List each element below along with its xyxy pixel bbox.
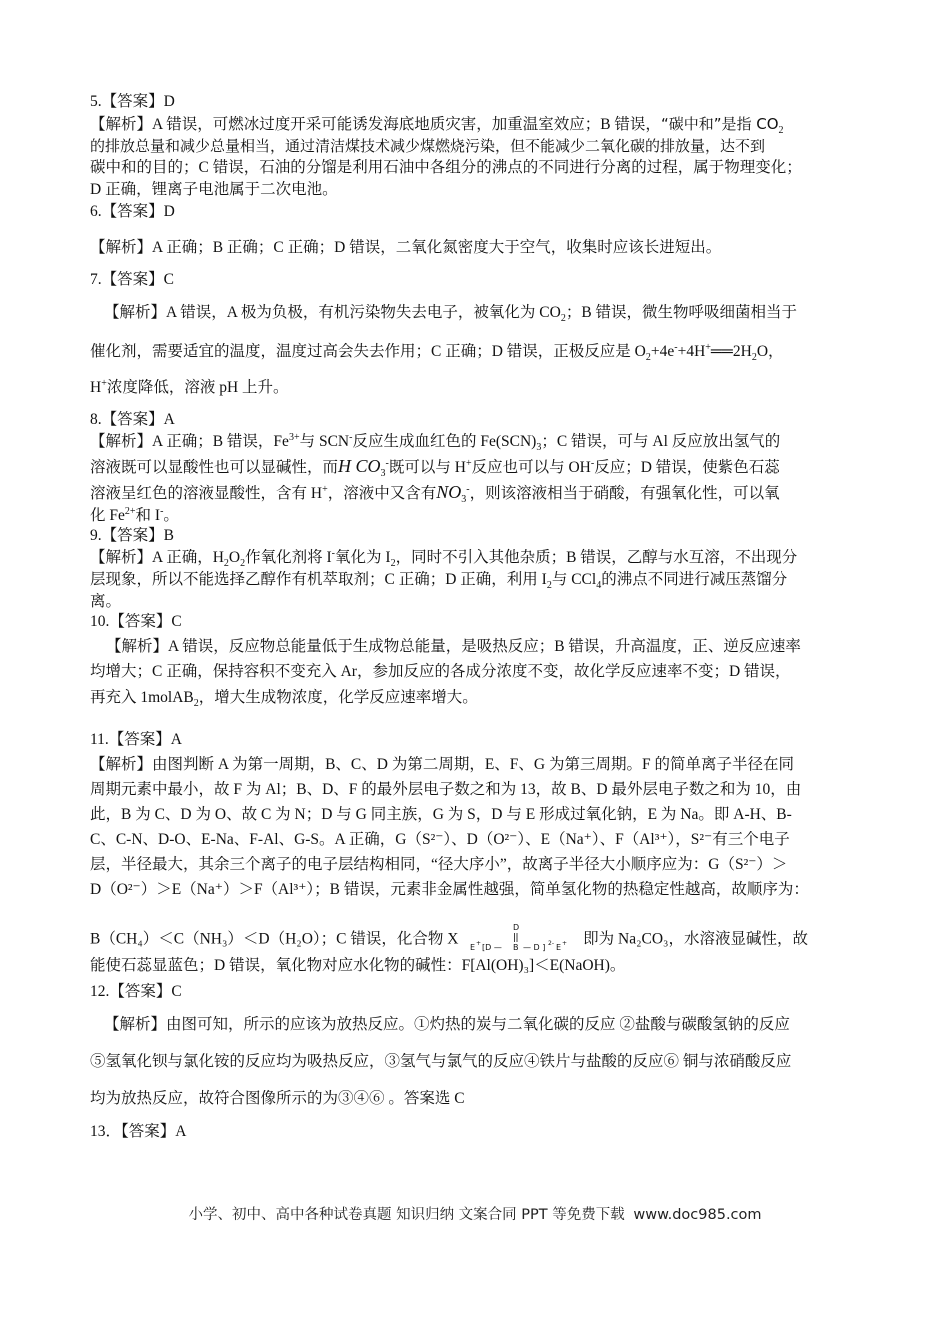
q11-answer: 11.【答案】A [90, 731, 182, 748]
q10-analysis-line: 再充入 1molAB$_2$，增大生成物浓度，化学反应速率增大。 [90, 689, 478, 710]
q5-analysis-line: 的排放总量和减少总量相当，通过清洁煤技术减少煤燃烧污染，但不能减少二氧化碳的排放量，达不到 [90, 137, 766, 155]
q8-analysis-line: 化 $Fe^{2+}$和 I-。 [90, 505, 179, 524]
q7-analysis-line: 【解析】A 错误，A 极为负极，有机污染物失去电子，被氧化为 $CO_2$；B 错误，微生物呼吸细菌相当于 [104, 304, 798, 325]
svg-text:[D —: [D — [482, 943, 503, 952]
svg-text:+: + [476, 940, 482, 947]
q11-analysis-line: 周期元素中最小，故 F 为 Al；B、D、F 的最外层电子数之和为 13，故 B、D 最外层电子数之和为 10，由 [90, 781, 802, 798]
svg-text:+: + [562, 940, 568, 947]
q5-analysis-line: 【解析】A 错误，可燃冰过度开采可能诱发海底地质灾害，加重温室效应；B 错误，“碳中和”是指 $CO_2$ [90, 115, 784, 137]
q9-analysis-line: 层现象，所以不能选择乙醇作有机萃取剂；C 正确；D 正确，利用 $I_2$与 CCl$_4$的沸点不同进行减压蒸馏分 [90, 571, 788, 592]
q11-analysis-line: 此，B 为 C、D 为 O、故 C 为 N；D 与 G 同主族，G 为 S，D 与 E 形成过氧化钠，E 为 Na。即 A-H、B- [90, 806, 792, 823]
q12-analysis-line: 【解析】由图可知，所示的应该为放热反应。①灼热的炭与二氧化碳的反应 ②盐酸与碳酸氢钠的反应 [104, 1016, 790, 1033]
q8-answer: 8.【答案】A [90, 411, 175, 428]
svg-text:E: E [470, 943, 476, 952]
q8-analysis-line: 溶液既可以显酸性也可以显碱性，而H $CO_3^-$既可以与 H+反应也可以与 OH-反应；D 错误，使紫色石蕊 [90, 456, 780, 480]
q11-analysis-line: D（O²⁻）＞E（Na⁺）＞F（Al³⁺）；B 错误，元素非金属性越强，简单氢化物的热稳定性越高，故顺序为： [90, 881, 809, 898]
footer-site-link[interactable]: www.doc985.com [633, 1207, 762, 1223]
q7-analysis-line: 催化剂，需要适宜的温度，温度过高会失去作用；C 正确；D 错误，正极反应是 $O_2+4e^-+4H^+══2H_2O$， [90, 341, 784, 364]
q5-answer: 5.【答案】D [90, 93, 175, 110]
q12-answer: 12.【答案】C [90, 983, 182, 1000]
q11-analysis-line: 【解析】由图判断 A 为第一周期，B、C、D 为第二周期，E、F、G 为第三周期。F 的简单离子半径在同 [90, 756, 794, 773]
page-footer [0, 1203, 950, 1224]
q7-analysis-line: H+浓度降低，溶液 pH 上升。 [90, 377, 289, 396]
svg-text:D: D [513, 923, 520, 932]
q10-analysis-line: 均增大；C 正确，保持容积不变充入 Ar，参加反应的各成分浓度不变，故化学反应速率不变；D 错误， [90, 663, 791, 680]
compound-x-structure-icon [468, 922, 573, 958]
q5-analysis-line: 碳中和的目的；C 错误，石油的分馏是利用石油中各组分的沸点的不同进行分离的过程，属于物理变化； [90, 159, 802, 176]
q11-analysis-line: 层，半径最大，其余三个离子的电子层结构相同，“径大序小”，故离子半径大小顺序应为：G（S²⁻）＞ [90, 856, 788, 873]
svg-text:E: E [556, 943, 562, 952]
q12-analysis-line: 均为放热反应，故符合图像所示的为③④⑥ 。答案选 C [90, 1090, 465, 1107]
q9-answer: 9.【答案】B [90, 527, 174, 544]
q9-analysis-line: 【解析】A 正确，$H_2O_2$作氧化剂将 I-氧化为 $I_2$，同时不引入其他杂质；B 错误，乙醇与水互溶，不出现分 [90, 547, 798, 570]
q10-answer: 10.【答案】C [90, 613, 182, 630]
q5-analysis-line: D 正确，锂离子电池属于二次电池。 [90, 181, 338, 198]
q8-analysis-line: 【解析】A 正确；B 错误，$Fe^{3+}$与 SCN-反应生成血红色的 $Fe(SCN)_3$；C 错误，可与 Al 反应放出氢气的 [90, 431, 781, 454]
q8-analysis-line: 溶液呈红色的溶液显酸性，含有 H+，溶液中又含有$NO_3^-$，则该溶液相当于硝酸，有强氧化性，可以氧 [90, 482, 780, 506]
q6-answer: 6.【答案】D [90, 203, 175, 220]
q7-answer: 7.【答案】C [90, 271, 174, 288]
q6-analysis-line: 【解析】A 正确；B 正确；C 正确；D 错误，二氧化氮密度大于空气，收集时应该长进短出。 [90, 239, 722, 256]
svg-text:— D ]: — D ] [523, 943, 546, 952]
q9-analysis-line: 离。 [90, 593, 122, 610]
svg-text:B: B [513, 943, 519, 952]
q11-analysis-line: 能使石蕊显蓝色；D 错误，氧化物对应水化物的碱性：F[Al(OH)₃]＜E(NaOH)。 [90, 957, 626, 974]
q11-analysis-line: B（CH₄）＜C（NH₃）＜D（H₂O）；C 错误，化合物 X E + [D — B — D ] 2- E + D 即为 Na₂CO₃，水溶液显碱性，故 [90, 922, 808, 958]
q11-analysis-line: C、C-N、D-O、E-Na、F-Al、G-S。A 正确，G（S²⁻）、D（O²⁻）、E（Na⁺）、F（Al³⁺），S²⁻有三个电子 [90, 831, 790, 848]
q10-analysis-line: 【解析】A 错误，反应物总能量低于生成物总能量，是吸热反应；B 错误，升高温度，正、逆反应速率 [106, 638, 801, 655]
footer-text: 小学、初中、高中各种试卷真题 知识归纳 文案合同 PPT 等免费下载 [188, 1207, 625, 1223]
svg-text:2-: 2- [548, 940, 555, 947]
q12-analysis-line: ⑤氢氧化钡与氯化铵的反应均为吸热反应，③氢气与氯气的反应④铁片与盐酸的反应⑥ 铜与浓硝酸反应 [90, 1053, 792, 1070]
q13-answer: 13．【答案】A [90, 1123, 187, 1140]
